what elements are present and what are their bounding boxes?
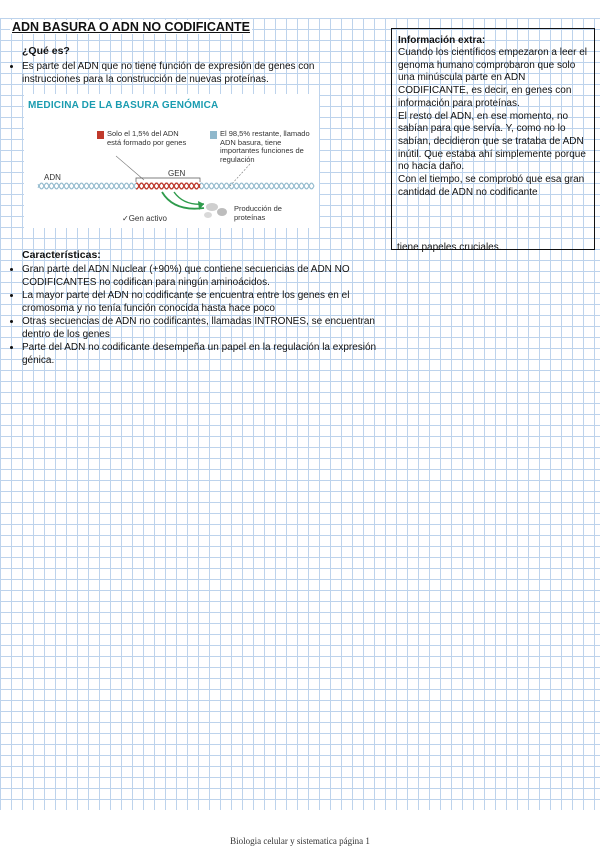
que-es-heading: ¿Qué es? bbox=[22, 45, 70, 57]
protein-blob bbox=[217, 208, 227, 216]
red-leader-line bbox=[116, 156, 144, 180]
gen-bracket bbox=[136, 178, 200, 182]
active-gene-label: ✓Gen activo bbox=[122, 214, 167, 223]
list-item: • Otras secuencias de ADN no codificantes, llamadas INTRONES, se encuentran dentro de los genes bbox=[22, 316, 377, 341]
protein-blob bbox=[206, 203, 218, 211]
que-es-list bbox=[8, 61, 367, 87]
adn-label: ADN bbox=[44, 173, 61, 182]
page-footer: Biologia celular y sistematica página 1 bbox=[230, 836, 370, 846]
caracteristicas-heading: Características: bbox=[22, 249, 101, 261]
gen-label: GEN bbox=[168, 169, 186, 178]
info-box-text: Cuando los científicos empezaron a leer el genoma humano comprobaron que solo una minúscula parte en ADN CODIFICANTE, es decir, en genes con información para proteínas. El resto del ADN, en ese momento, no sabían para que servía. Y, como no lo sabían, decidieron que se trataba de ADN inútil. Que estaba ahí simplemente porque no hacía daño. Con el tiempo, se comprobó que esa gran cantidad de ADN no codificante bbox=[398, 47, 587, 198]
figure-title: MEDICINA DE LA BASURA GENÓMICA bbox=[28, 100, 219, 111]
caracteristicas-list bbox=[8, 264, 377, 368]
protein-blob bbox=[204, 212, 212, 218]
list-item: • Gran parte del ADN Nuclear (+90%) que contiene secuencias de ADN NO CODIFICANTES no codifican para ningún aminoácidos. bbox=[22, 264, 377, 289]
legend-blue-text: El 98,5% restante, llamado ADN basura, tiene importantes funciones de regulación bbox=[220, 129, 310, 164]
list-item: • Parte del ADN no codificante desempeña un papel en la regulación la expresión génica. bbox=[22, 342, 377, 367]
info-box-overflow-text: tiene papeles cruciales. bbox=[397, 242, 502, 253]
protein-production-label: Producción de proteínas bbox=[234, 204, 282, 222]
list-item: • Es parte del ADN que no tiene función de expresión de genes con instrucciones para la construcción de nuevas proteínas. bbox=[22, 61, 367, 86]
legend-red-text: Solo el 1,5% del ADN está formado por genes bbox=[107, 129, 187, 147]
page-title: ADN BASURA O ADN NO CODIFICANTE bbox=[12, 20, 250, 34]
info-extra-box bbox=[391, 28, 595, 250]
dna-figure bbox=[24, 94, 319, 228]
list-item: • La mayor parte del ADN no codificante se encuentra entre los genes en el cromosoma y no tenía función conocida hasta hace poco bbox=[22, 290, 377, 315]
info-box-heading: Información extra: bbox=[398, 35, 486, 46]
